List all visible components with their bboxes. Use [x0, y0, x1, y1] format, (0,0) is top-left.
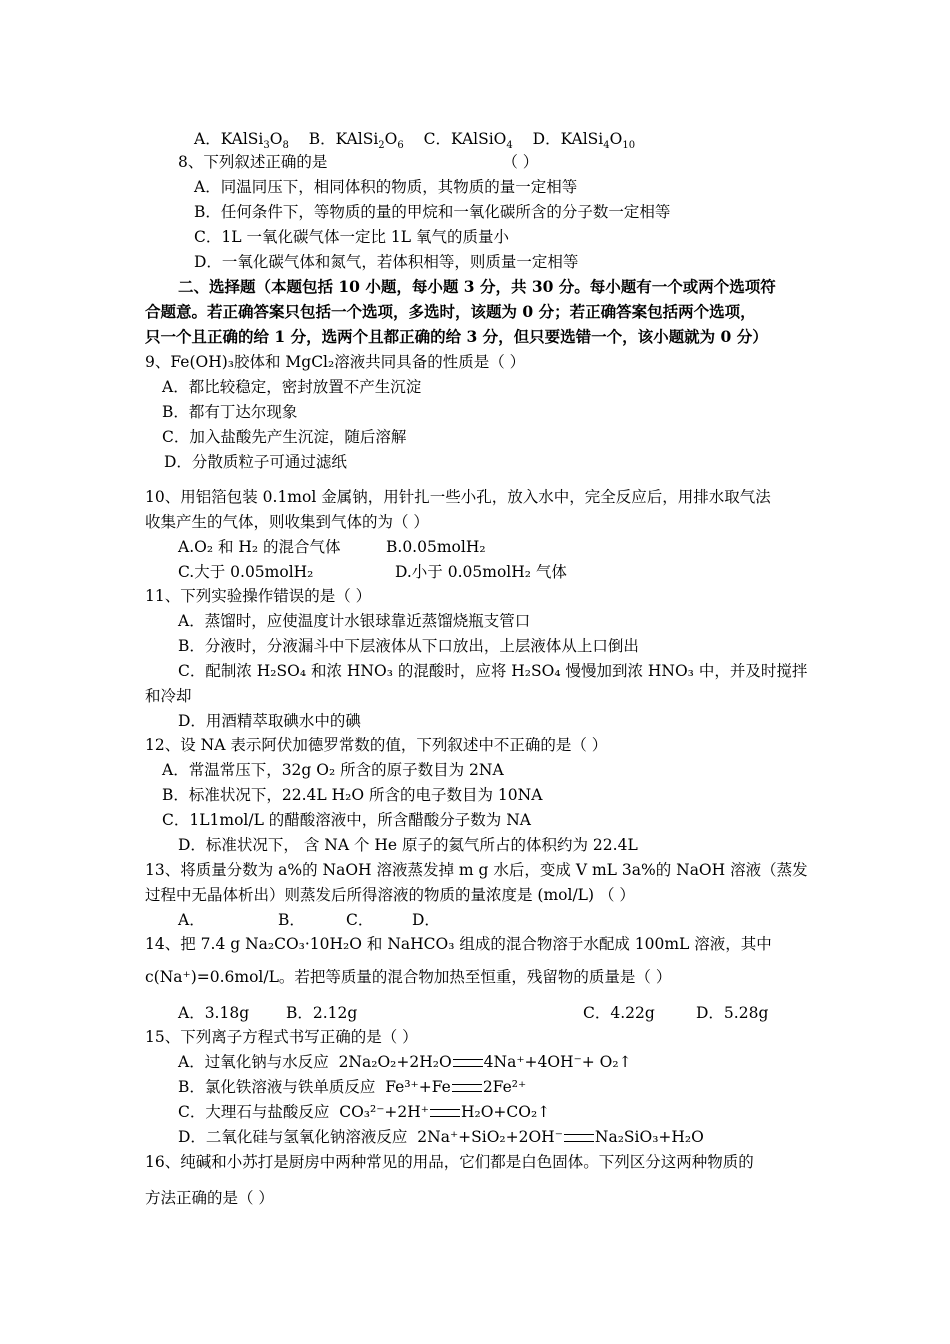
q14-option-a: A．3.18g — [178, 1004, 250, 1022]
q13-option-b: B． — [278, 911, 305, 929]
q8-option-c: C．1L 一氧化碳气体一定比 1L 氧气的质量小 — [194, 228, 509, 246]
section2-line1: 二、选择题（本题包括 10 小题，每小题 3 分，共 30 分。每小题有一个或两个选项符 — [178, 277, 776, 296]
q16-line1: 16、纯碱和小苏打是厨房中两种常见的用品，它们都是白色固体。下列区分这两种物质的 — [145, 1153, 754, 1171]
q13-option-a: A． — [178, 911, 205, 929]
q9-option-d: D．分散质粒子可通过滤纸 — [164, 453, 347, 471]
q15-option-c: C．大理石与盐酸反应 CO₃²⁻+2H⁺ H₂O+CO₂↑ — [178, 1103, 551, 1121]
q7-option-b: B．$KAlSi_2O_6$ — [308, 130, 404, 152]
q10-line1: 10、用铝箔包装 0.1mol 金属钠，用针扎一些小孔，放入水中，完全反应后，用排水取气法 — [145, 488, 771, 506]
section2-line3: 只一个且正确的给 1 分，选两个且都正确的给 3 分，但只要选错一个，该小题就为 0 分） — [145, 327, 768, 346]
q15-option-b: B．氯化铁溶液与铁单质反应 Fe³⁺+Fe 2Fe²⁺ — [178, 1078, 527, 1096]
q15-stem: 15、下列离子方程式书写正确的是（ ） — [145, 1028, 418, 1046]
section2-line2: 合题意。若正确答案只包括一个选项，多选时，该题为 0 分；若正确答案包括两个选项， — [145, 302, 756, 321]
q12-option-b: B．标准状况下，22.4L H₂O 所含的电子数目为 10NA — [162, 786, 543, 804]
q13-option-d: D． — [412, 911, 440, 929]
q14-option-d: D．5.28g — [696, 1004, 769, 1022]
q11-option-a: A．蒸馏时，应使温度计水银球靠近蒸馏烧瓶支管口 — [178, 612, 531, 630]
q7-options — [194, 129, 636, 152]
equals-sign-icon — [564, 1134, 594, 1142]
q12-option-a: A．常温常压下，32g O₂ 所含的原子数目为 2NA — [162, 761, 504, 779]
q14-option-c: C．4.22g — [583, 1004, 655, 1022]
q14-line2: c(Na⁺)=0.6mol/L。若把等质量的混合物加热至恒重，残留物的质量是（ ） — [145, 968, 672, 986]
q13-line2: 过程中无晶体析出）则蒸发后所得溶液的物质的量浓度是 (mol/L) （ ） — [145, 886, 635, 904]
q8-option-b: B．任何条件下，等物质的量的甲烷和一氧化碳所含的分子数一定相等 — [194, 203, 671, 221]
q12-stem: 12、设 NA 表示阿伏加德罗常数的值，下列叙述中不正确的是（ ） — [145, 736, 608, 754]
q7-option-c: C．KAlSiO$_4$ — [423, 130, 513, 152]
equals-sign-icon — [430, 1109, 460, 1117]
q11-option-b: B．分液时，分液漏斗中下层液体从下口放出，上层液体从上口倒出 — [178, 637, 639, 655]
q12-option-d: D．标准状况下， 含 NA 个 He 原子的氦气所占的体积约为 22.4L — [178, 836, 638, 854]
q15-option-d: D．二氧化硅与氢氧化钠溶液反应 2Na⁺+SiO₂+2OH⁻ Na₂SiO₃+H₂O — [178, 1128, 704, 1146]
q11-option-c-line1: C．配制浓 H₂SO₄ 和浓 HNO₃ 的混酸时，应将 H₂SO₄ 慢慢加到浓 HNO₃ 中，并及时搅拌 — [178, 662, 808, 680]
q14-option-b: B．2.12g — [286, 1004, 358, 1022]
q14-line1: 14、把 7.4 g Na₂CO₃·10H₂O 和 NaHCO₃ 组成的混合物溶于水配成 100mL 溶液，其中 — [145, 935, 772, 953]
q10-option-c: C.大于 0.05molH₂ — [178, 563, 314, 581]
q9-option-a: A．都比较稳定，密封放置不产生沉淀 — [162, 378, 422, 396]
q10-option-d: D.小于 0.05molH₂ 气体 — [395, 563, 567, 581]
q11-option-d: D．用酒精萃取碘水中的碘 — [178, 712, 361, 730]
q7-option-a: A．$KAlSi_3O_8$ — [194, 130, 289, 152]
q11-option-c-line2: 和冷却 — [145, 687, 192, 705]
q10-option-b: B.0.05molH₂ — [386, 538, 486, 556]
q16-line2: 方法正确的是（ ） — [145, 1189, 274, 1207]
q11-stem: 11、下列实验操作错误的是（ ） — [145, 587, 372, 605]
q10-option-a: A.O₂ 和 H₂ 的混合气体 — [178, 538, 341, 556]
q12-option-c: C．1L1mol/L 的醋酸溶液中，所含醋酸分子数为 NA — [162, 811, 531, 829]
q7-option-d: D．$KAlSi_4O_{10}$ — [532, 130, 636, 152]
q8-option-d: D．一氧化碳气体和氮气，若体积相等，则质量一定相等 — [194, 253, 579, 271]
q8-stem — [178, 152, 538, 172]
q9-option-c: C．加入盐酸先产生沉淀，随后溶解 — [162, 428, 407, 446]
q8-option-a: A．同温同压下，相同体积的物质，其物质的量一定相等 — [194, 178, 578, 196]
q8-stem-text: 8、下列叙述正确的是 — [178, 153, 328, 171]
q15-option-a: A．过氧化钠与水反应 2Na₂O₂+2H₂O 4Na⁺+4OH⁻+ O₂↑ — [178, 1053, 632, 1071]
equals-sign-icon — [453, 1059, 483, 1067]
q9-option-b: B．都有丁达尔现象 — [162, 403, 298, 421]
q8-answer-paren: （ ） — [502, 153, 539, 171]
q13-option-c: C． — [346, 911, 374, 929]
q13-line1: 13、将质量分数为 a%的 NaOH 溶液蒸发掉 m g 水后，变成 V mL 3a%的 NaOH 溶液（蒸发 — [145, 861, 808, 879]
q10-line2: 收集产生的气体，则收集到气体的为（ ） — [145, 513, 429, 531]
q9-stem: 9、Fe(OH)₃胶体和 MgCl₂溶液共同具备的性质是（ ） — [145, 353, 526, 371]
equals-sign-icon — [452, 1084, 482, 1092]
